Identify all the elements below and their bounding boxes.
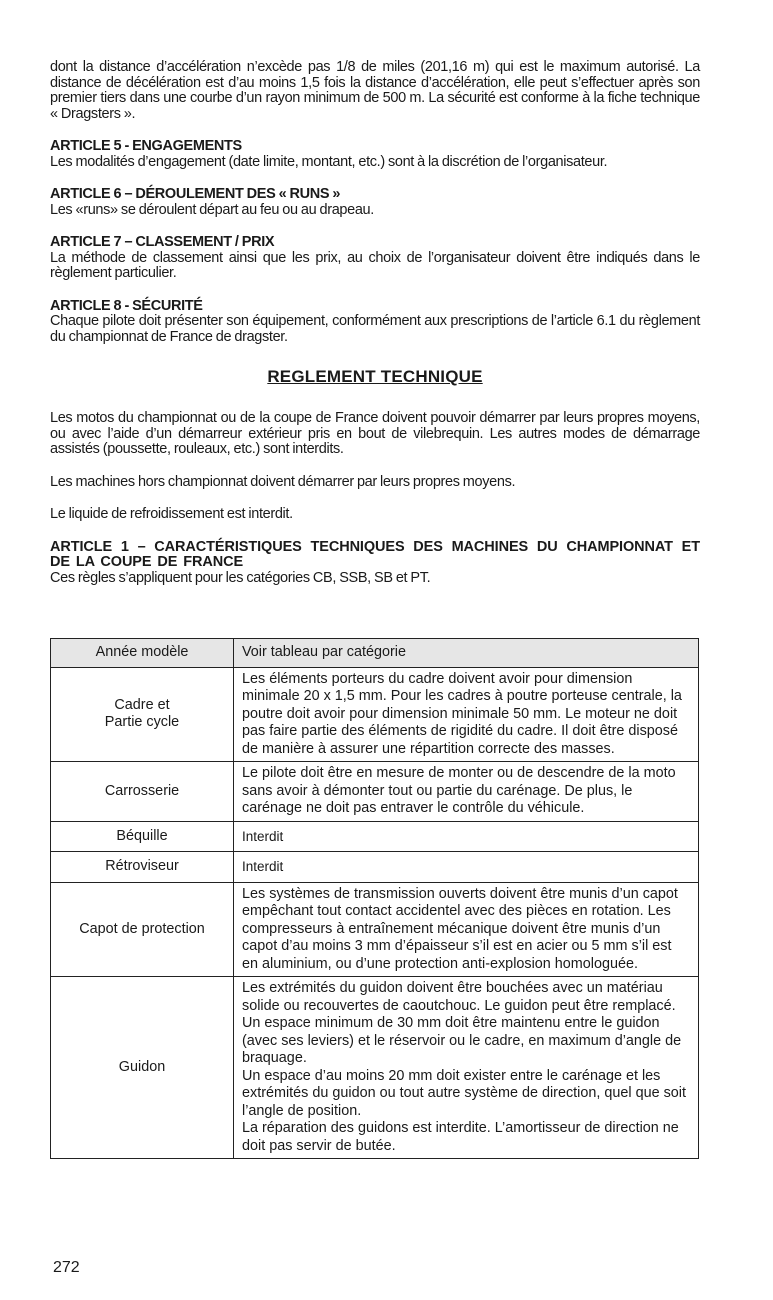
- article-8-title: ARTICLE 8 - SÉCURITÉ: [50, 297, 203, 314]
- tech-paragraph-3: [50, 507, 700, 523]
- article-7-title: ARTICLE 7 – CLASSEMENT / PRIX: [50, 234, 275, 250]
- article-1-title: ARTICLE 1 – CARACTÉRISTIQUES TECHNIQUES DES MACHINES DU CHAMPIONNAT ET DE LA COUPE DE FRANCE: [50, 538, 700, 570]
- row-value: Les systèmes de transmission ouverts doivent être munis d’un capot empêchant tout contact accidentel avec des pièces en rotation. Les compresseurs à entraînement mécanique doivent être munis d’un capot d’au moins 3 mm d’épaisseur s’il est en acier ou 5 mm s’il est en aluminium, ou d’une protection anti-explosion homologuée.: [234, 882, 699, 977]
- table-header-key: Année modèle: [51, 639, 234, 668]
- table-row: [51, 667, 699, 762]
- table-row: [51, 821, 699, 852]
- document-page: [50, 60, 700, 603]
- article-7-text: La méthode de classement ainsi que les prix, au choix de l’organisateur doivent être indiqués dans le règlement particulier.: [50, 249, 700, 281]
- article-5-text: Les modalités d’engagement (date limite, montant, etc.) sont à la discrétion de l’organisateur.: [50, 153, 608, 170]
- row-value: Les éléments porteurs du cadre doivent avoir pour dimension minimale 20 x 1,5 mm. Pour les cadres à poutre porteuse centrale, la poutre doit avoir pour dimension minimale 50 mm. Le moteur ne doit pas faire partie des éléments de rigidité du cadre. Il doit être disposé de manière à assurer une répartition correcte des masses.: [234, 667, 699, 762]
- intro-paragraph: dont la distance d’accélération n’excède pas 1/8 de miles (201,16 m) qui est le maximum autorisé. La distance de décélération est d’au moins 1,5 fois la distance d’accélération, elle peut s’effectuer après son premier tiers dans une courbe d’un rayon minimum de 500 m. La sécurité est conforme à la fiche technique « Dragsters ».: [50, 59, 700, 122]
- article-1-text: Ces règles s’appliquent pour les catégories CB, SSB, SB et PT.: [50, 569, 431, 586]
- intro-block: [50, 60, 700, 122]
- article-6: [50, 187, 700, 218]
- section-title: REGLEMENT TECHNIQUE: [267, 367, 483, 386]
- row-key: Carrosserie: [51, 762, 234, 822]
- table-row: [51, 852, 699, 883]
- tech-paragraph-1: [50, 411, 700, 458]
- table-row: [51, 977, 699, 1159]
- article-5-title: ARTICLE 5 - ENGAGEMENTS: [50, 138, 242, 154]
- table-header-row: [51, 639, 699, 668]
- article-8: [50, 299, 700, 346]
- article-5: [50, 139, 700, 170]
- tech-paragraph-text: Le liquide de refroidissement est interdit.: [50, 506, 293, 522]
- article-1: [50, 540, 700, 587]
- table-row: [51, 762, 699, 822]
- row-value: Les extrémités du guidon doivent être bouchées avec un matériau solide ou recouvertes de caoutchouc. Le guidon peut être remplacé. Un espace minimum de 30 mm doit être maintenu entre le guidon (avec ses leviers) et le réservoir ou le cadre, en maximum d’angle de braquage. Un espace d’au moins 20 mm doit exister entre le carénage et les extrémités du guidon ou tout autre système de direction, quel que soit l’angle de position. La réparation des guidons est interdite. L’amortisseur de direction ne doit pas servir de butée.: [234, 977, 699, 1159]
- article-6-title: ARTICLE 6 – DÉROULEMENT DES « RUNS »: [50, 186, 341, 202]
- row-key: Cadre et Partie cycle: [51, 667, 234, 762]
- tech-paragraph-text: Les machines hors championnat doivent démarrer par leurs propres moyens.: [50, 473, 516, 490]
- article-7: [50, 235, 700, 282]
- row-value: Interdit: [234, 821, 699, 852]
- row-value: Le pilote doit être en mesure de monter ou de descendre de la moto sans avoir à démonter tout ou partie du carénage. De plus, le carénage ne doit pas entraver le contrôle du véhicule.: [234, 762, 699, 822]
- row-key: Capot de protection: [51, 882, 234, 977]
- page-number: 272: [53, 1259, 80, 1276]
- spec-table: [50, 638, 699, 1159]
- table-header-value: Voir tableau par catégorie: [234, 639, 699, 668]
- row-key: Rétroviseur: [51, 852, 234, 883]
- row-key: Guidon: [51, 977, 234, 1159]
- article-8-text: Chaque pilote doit présenter son équipement, conformément aux prescriptions de l’article 6.1 du règlement du championnat de France de dragster.: [50, 313, 700, 345]
- row-value: Interdit: [234, 852, 699, 883]
- tech-paragraph-text: Les motos du championnat ou de la coupe de France doivent pouvoir démarrer par leurs propres moyens, ou avec l’aide d’un démarreur extérieur pris en bout de vilebrequin. Les autres modes de démarrage assistés (poussette, rouleaux, etc.) sont interdits.: [50, 410, 700, 457]
- row-key: Béquille: [51, 821, 234, 852]
- tech-paragraph-2: [50, 475, 700, 491]
- table-row: [51, 882, 699, 977]
- article-6-text: Les «runs» se déroulent départ au feu ou au drapeau.: [50, 201, 374, 218]
